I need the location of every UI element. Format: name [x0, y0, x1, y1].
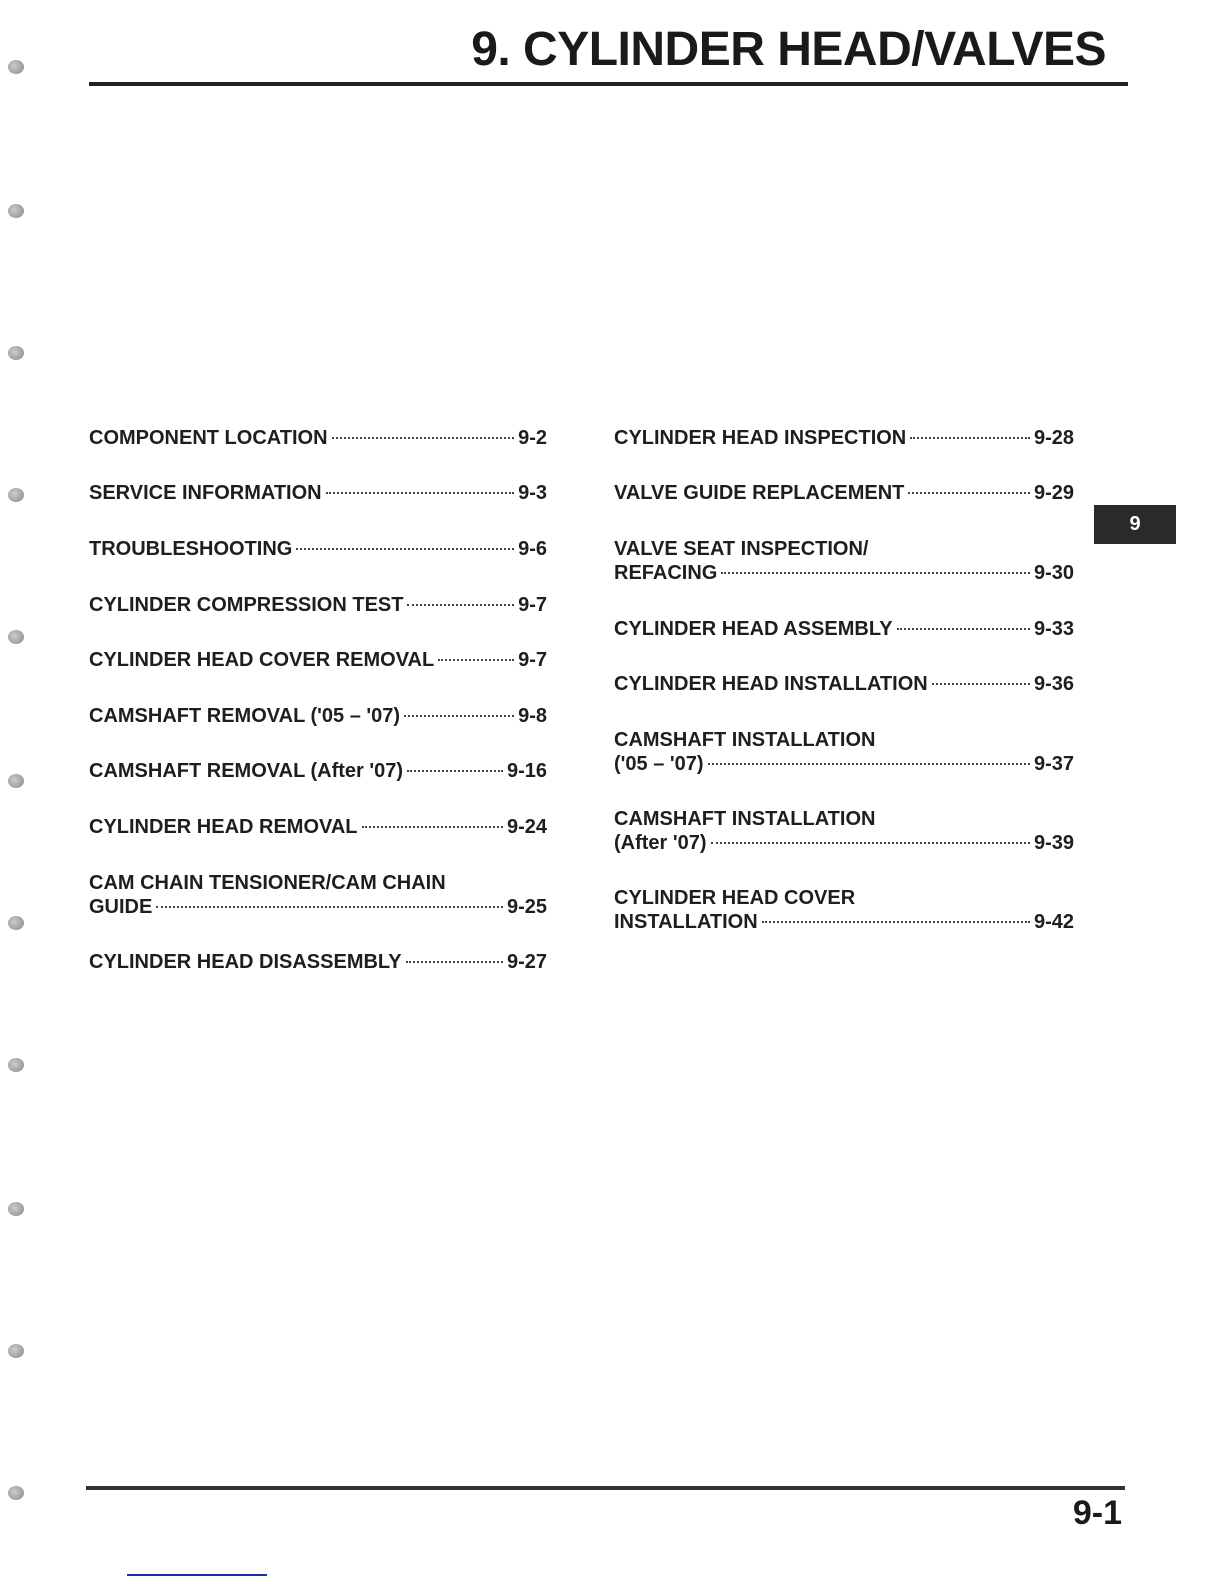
toc-entry[interactable]: [89, 759, 547, 783]
toc-entry-page: 9-7: [518, 649, 547, 671]
dot-leader: [407, 770, 503, 772]
toc-entry-title: CAMSHAFT INSTALLATION: [614, 808, 876, 830]
toc-entry-page: 9-30: [1033, 562, 1074, 584]
toc-entry-title: CYLINDER COMPRESSION TEST: [89, 594, 404, 616]
toc-entry-page: 9-39: [1033, 832, 1074, 854]
toc-entry-title: TROUBLESHOOTING: [89, 538, 293, 560]
dot-leader: [708, 763, 1030, 765]
binder-hole: [8, 488, 24, 502]
section-tab: 9: [1094, 505, 1176, 544]
toc-entry[interactable]: [89, 648, 547, 672]
toc-entry[interactable]: [614, 537, 1074, 585]
dot-leader: [404, 715, 514, 717]
toc-entry-title: CYLINDER HEAD COVER: [614, 887, 856, 909]
dot-leader: [296, 548, 514, 550]
dot-leader: [762, 921, 1030, 923]
toc-entry[interactable]: [89, 871, 547, 919]
toc-entry-title: CAM CHAIN TENSIONER/CAM CHAIN: [89, 872, 446, 894]
toc-entry-title: SERVICE INFORMATION: [89, 482, 322, 504]
toc-entry-title: (After '07): [614, 832, 707, 854]
toc-entry[interactable]: [614, 481, 1074, 505]
binder-hole: [8, 60, 24, 74]
toc-entry-title: CYLINDER HEAD ASSEMBLY: [614, 618, 893, 640]
page-title: 9. CYLINDER HEAD/VALVES: [471, 23, 1106, 76]
header-rule: [89, 82, 1128, 86]
dot-leader: [407, 604, 514, 606]
toc-entry-title: CYLINDER HEAD REMOVAL: [89, 816, 358, 838]
footer-rule: [86, 1486, 1125, 1490]
toc-entry-page: 9-28: [1033, 427, 1074, 449]
dot-leader: [721, 572, 1030, 574]
toc-entry-page: 9-16: [506, 760, 547, 782]
dot-leader: [362, 826, 503, 828]
toc-entry-title: VALVE SEAT INSPECTION/: [614, 538, 869, 560]
toc-entry-title: VALVE GUIDE REPLACEMENT: [614, 482, 905, 504]
toc-entry[interactable]: [614, 886, 1074, 934]
dot-leader: [438, 659, 514, 661]
toc-entry[interactable]: [89, 426, 547, 450]
toc-entry-title: CAMSHAFT REMOVAL (After '07): [89, 760, 404, 782]
toc-entry[interactable]: [89, 481, 547, 505]
toc-entry-title: GUIDE: [89, 896, 153, 918]
link-underline[interactable]: [127, 1574, 267, 1576]
toc-entry[interactable]: [89, 815, 547, 839]
binder-hole: [8, 774, 24, 788]
toc-entry[interactable]: [89, 704, 547, 728]
toc-entry-page: 9-24: [506, 816, 547, 838]
binder-hole: [8, 1344, 24, 1358]
dot-leader: [908, 492, 1030, 494]
toc-entry-title: CYLINDER HEAD DISASSEMBLY: [89, 951, 402, 973]
dot-leader: [326, 492, 514, 494]
toc-entry-page: 9-2: [518, 427, 547, 449]
toc-entry-page: 9-33: [1033, 618, 1074, 640]
toc-entry[interactable]: [89, 537, 547, 561]
binder-hole: [8, 916, 24, 930]
toc-entry-title: INSTALLATION: [614, 911, 758, 933]
toc-entry-title: CYLINDER HEAD COVER REMOVAL: [89, 649, 435, 671]
toc-entry[interactable]: [614, 426, 1074, 450]
dot-leader: [332, 437, 515, 439]
toc-entry-page: 9-6: [518, 538, 547, 560]
toc-entry-title: COMPONENT LOCATION: [89, 427, 328, 449]
toc-entry-title: CAMSHAFT REMOVAL ('05 – '07): [89, 705, 401, 727]
toc-entry-title: CYLINDER HEAD INSPECTION: [614, 427, 907, 449]
dot-leader: [711, 842, 1030, 844]
toc-entry-page: 9-8: [518, 705, 547, 727]
toc-entry[interactable]: [89, 593, 547, 617]
binder-hole: [8, 1486, 24, 1500]
toc-entry-page: 9-3: [518, 482, 547, 504]
toc-entry-page: 9-37: [1033, 753, 1074, 775]
toc-entry-title: REFACING: [614, 562, 718, 584]
toc-entry[interactable]: [89, 950, 547, 974]
toc-entry[interactable]: [614, 617, 1074, 641]
dot-leader: [406, 961, 503, 963]
binder-hole: [8, 1202, 24, 1216]
dot-leader: [932, 683, 1030, 685]
toc-entry[interactable]: [614, 672, 1074, 696]
toc-entry-page: 9-27: [506, 951, 547, 973]
binder-hole: [8, 204, 24, 218]
toc-entry-page: 9-29: [1033, 482, 1074, 504]
toc-entry-page: 9-36: [1033, 673, 1074, 695]
page-number: 9-1: [1072, 1494, 1122, 1532]
toc-entry-title: ('05 – '07): [614, 753, 704, 775]
toc-entry-title: CYLINDER HEAD INSTALLATION: [614, 673, 928, 695]
binder-hole: [8, 346, 24, 360]
toc-entry[interactable]: [614, 728, 1074, 776]
dot-leader: [910, 437, 1030, 439]
toc-entry[interactable]: [614, 807, 1074, 855]
toc-entry-title: CAMSHAFT INSTALLATION: [614, 729, 876, 751]
toc-entry-page: 9-42: [1033, 911, 1074, 933]
dot-leader: [156, 906, 503, 908]
binder-hole: [8, 1058, 24, 1072]
toc-entry-page: 9-7: [518, 594, 547, 616]
binder-hole: [8, 630, 24, 644]
dot-leader: [897, 628, 1030, 630]
toc-entry-page: 9-25: [506, 896, 547, 918]
